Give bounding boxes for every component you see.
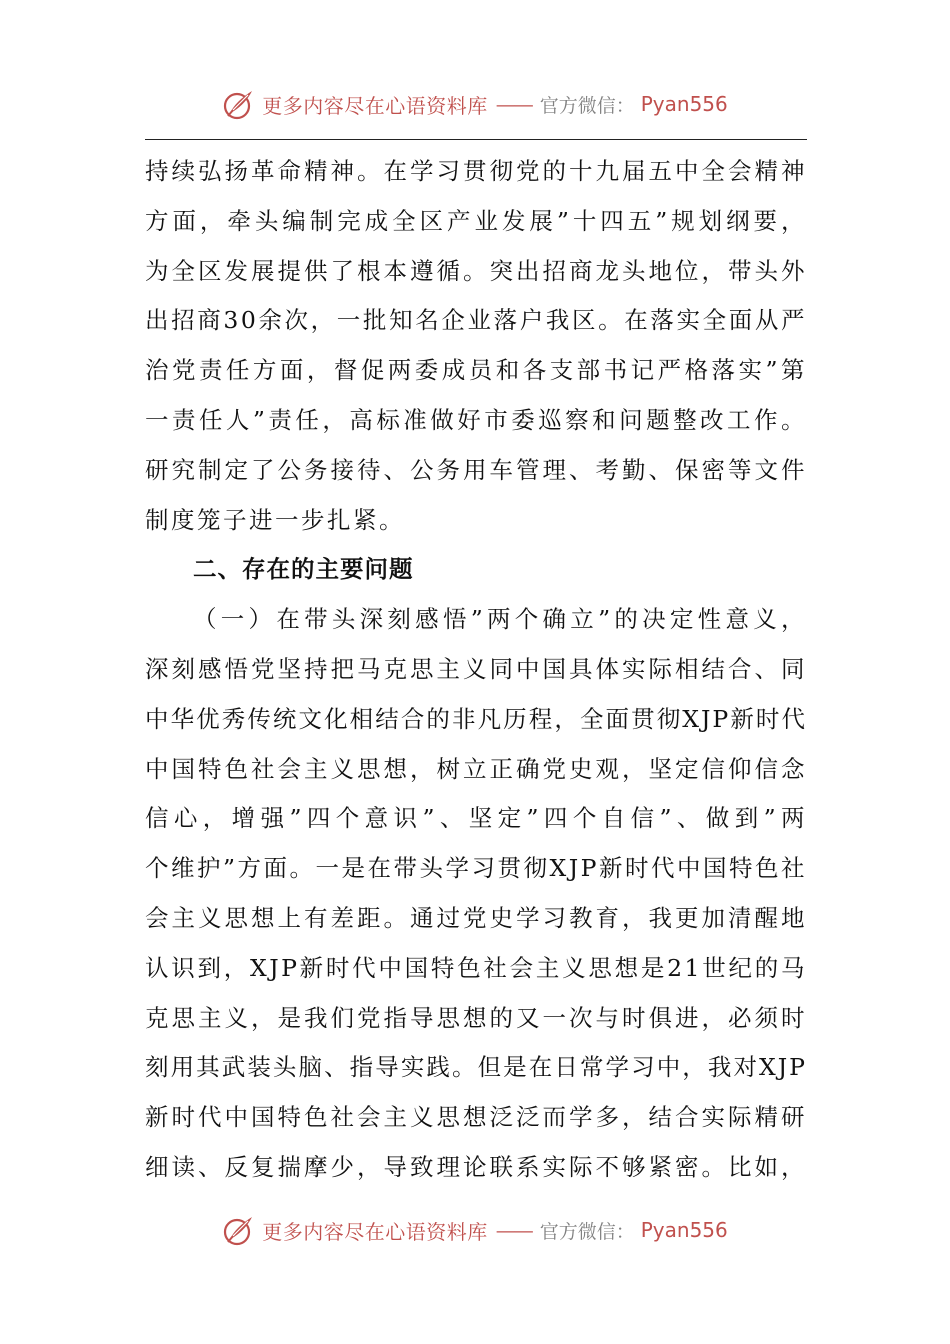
body-line: 细读、反复揣摩少，导致理论联系实际不够紧密。比如， — [145, 1152, 807, 1181]
footer-site-text: 更多内容尽在心语资料库 — [262, 1219, 488, 1244]
quill-logo-icon — [222, 87, 256, 121]
header-wechat-id: Pyan556 — [640, 92, 728, 116]
body-line: 制度笼子进一步扎紧。 — [145, 505, 405, 534]
body-line: 克思主义，是我们党指导思想的又一次与时俱进，必须时 — [145, 1003, 807, 1032]
body-line: 个维护”方面。一是在带头学习贯彻XJP新时代中国特色社 — [145, 854, 807, 883]
body-line: 中华优秀传统文化相结合的非凡历程，全面贯彻XJP新时代 — [145, 704, 807, 733]
body-line: 为全区发展提供了根本遵循。突出招商龙头地位，带头外 — [145, 256, 807, 285]
body-line: 研究制定了公务接待、公务用车管理、考勤、保密等文件 — [145, 455, 807, 484]
body-line: 新时代中国特色社会主义思想泛泛而学多，结合实际精研 — [145, 1103, 807, 1132]
body-line: 治党责任方面，督促两委成员和各支部书记严格落实”第 — [145, 356, 807, 385]
body-line: 方面，牵头编制完成全区产业发展”十四五”规划纲要， — [145, 206, 807, 235]
header-banner — [0, 82, 950, 126]
body-line: 刻用其武装头脑、指导实践。但是在日常学习中，我对XJP — [145, 1053, 807, 1082]
body-line: 信心，增强”四个意识”、坚定”四个自信”、做到”两 — [145, 804, 807, 833]
header-divider — [145, 139, 807, 140]
body-line: 会主义思想上有差距。通过党史学习教育，我更加清醒地 — [145, 903, 807, 932]
footer-banner — [0, 1208, 950, 1252]
header-site-text: 更多内容尽在心语资料库 — [262, 93, 488, 118]
body-line: 持续弘扬革命精神。在学习贯彻党的十九届五中全会精神 — [145, 157, 807, 185]
body-line: 一责任人”责任，高标准做好市委巡察和问题整改工作。 — [145, 405, 807, 434]
header-wechat-label: 官方微信： — [539, 94, 635, 117]
header-dash: —— — [495, 92, 532, 116]
footer-dash: —— — [495, 1218, 532, 1242]
footer-wechat-id: Pyan556 — [640, 1218, 728, 1242]
body-line: 中国特色社会主义思想，树立正确党史观，坚定信仰信念 — [145, 754, 807, 783]
body-line: （一）在带头深刻感悟”两个确立”的决定性意义， — [193, 605, 807, 634]
section-heading: 二、存在的主要问题 — [193, 555, 414, 584]
body-line: 认识到，XJP新时代中国特色社会主义思想是21世纪的马 — [145, 953, 807, 982]
body-line: 深刻感悟党坚持把马克思主义同中国具体实际相结合、同 — [145, 654, 807, 683]
document-body — [145, 147, 807, 1193]
footer-wechat-label: 官方微信： — [539, 1220, 635, 1243]
body-line: 出招商30余次，一批知名企业落户我区。在落实全面从严 — [145, 306, 807, 335]
quill-logo-icon — [222, 1213, 256, 1247]
